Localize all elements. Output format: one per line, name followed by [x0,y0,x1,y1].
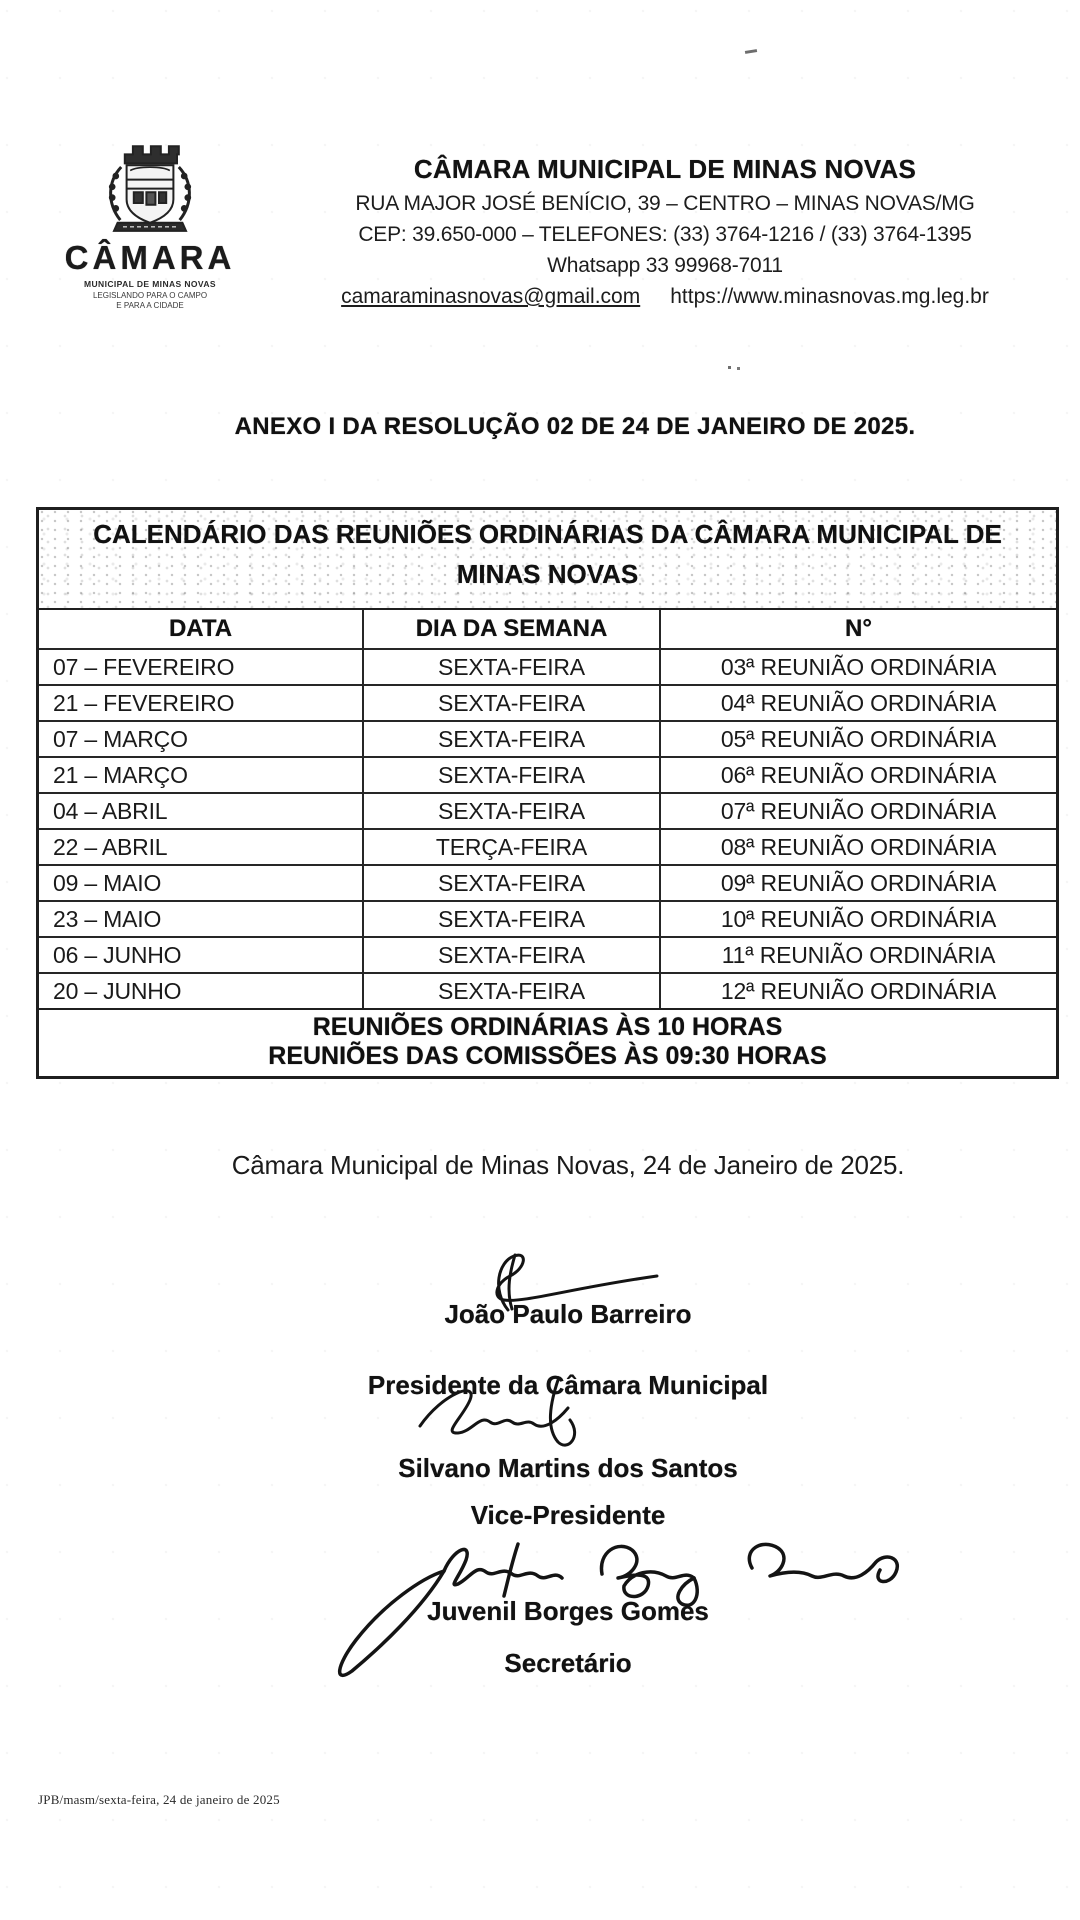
table-row [39,685,1056,721]
logo-motto-line2: E PARA A CIDADE [116,301,184,310]
signer-role: Vice-Presidente [470,1500,666,1530]
cell-number: 12ª REUNIÃO ORDINÁRIA [660,973,1056,1008]
table-footer-line2: REUNIÕES DAS COMISSÕES ÀS 09:30 HORAS [268,1042,827,1070]
table-footer-line1: REUNIÕES ORDINÁRIAS ÀS 10 HORAS [312,1013,783,1041]
cell-number: 09ª REUNIÃO ORDINÁRIA [660,865,1056,901]
signer-name: João Paulo Barreiro [444,1299,692,1329]
logo-motto-line1: LEGISLANDO PARA O CAMPO [92,291,208,300]
table-row [39,757,1056,793]
cell-weekday: SEXTA-FEIRA [363,937,660,973]
table-row [39,865,1056,901]
cell-data: 20 – JUNHO [39,973,363,1008]
cell-number: 05ª REUNIÃO ORDINÁRIA [660,721,1056,757]
org-whatsapp: Whatsapp 33 99968-7011 [547,254,783,277]
scan-speck [728,366,731,369]
cell-number: 06ª REUNIÃO ORDINÁRIA [660,757,1056,793]
table-row [39,937,1056,973]
table-row [39,973,1056,1008]
calendar-table [36,507,1059,1079]
table-footer [39,1008,1056,1076]
table-header-row [39,610,1056,649]
org-address: RUA MAJOR JOSÉ BENÍCIO, 39 – CENTRO – MINAS NOVAS/MG [355,192,975,215]
cell-number: 08ª REUNIÃO ORDINÁRIA [660,829,1056,865]
table-row [39,649,1056,685]
table-row [39,829,1056,865]
logo-wordmark: CÂMARA [64,239,236,276]
date-line: Câmara Municipal de Minas Novas, 24 de Janeiro de 2025. [231,1150,905,1180]
cell-weekday: SEXTA-FEIRA [363,865,660,901]
cell-data: 21 – MARÇO [39,757,363,793]
org-contacts [250,285,1080,309]
table-row [39,793,1056,829]
document-reference-note: JPB/masm/sexta-feira, 24 de janeiro de 2025 [38,1792,280,1807]
coat-of-arms-icon [96,136,204,234]
cell-weekday: SEXTA-FEIRA [363,649,660,685]
document-title: ANEXO I DA RESOLUÇÃO 02 DE 24 DE JANEIRO DE 2025. [234,413,916,440]
scan-speck [745,49,757,54]
cell-data: 21 – FEVEREIRO [39,685,363,721]
cell-weekday: SEXTA-FEIRA [363,685,660,721]
cell-weekday: SEXTA-FEIRA [363,973,660,1008]
signer-role: Secretário [504,1648,632,1678]
cell-weekday: SEXTA-FEIRA [363,757,660,793]
cell-number: 07ª REUNIÃO ORDINÁRIA [660,793,1056,829]
cell-number: 03ª REUNIÃO ORDINÁRIA [660,649,1056,685]
table-title-line2: MINAS NOVAS [456,559,639,589]
org-name: CÂMARA MUNICIPAL DE MINAS NOVAS [413,154,917,184]
signer-name: Silvano Martins dos Santos [398,1453,738,1483]
letterhead [250,154,1080,309]
org-website: https://www.minasnovas.mg.leg.br [670,285,989,308]
signer-role: Presidente da Câmara Municipal [367,1370,769,1400]
org-email: camaraminasnovas@gmail.com [341,285,641,308]
table-title [39,510,1056,610]
cell-weekday: SEXTA-FEIRA [363,901,660,937]
cell-data: 23 – MAIO [39,901,363,937]
column-header-weekday: DIA DA SEMANA [363,610,660,649]
table-row [39,721,1056,757]
signer-name: Juvenil Borges Gomes [427,1596,709,1626]
logo-motto [55,291,245,311]
logo-subtitle: MUNICIPAL DE MINAS NOVAS [84,279,216,289]
table-title-line1: CALENDÁRIO DAS REUNIÕES ORDINÁRIAS DA CÂMARA MUNICIPAL DE [93,519,1002,549]
cell-weekday: TERÇA-FEIRA [363,829,660,865]
cell-weekday: SEXTA-FEIRA [363,721,660,757]
cell-data: 06 – JUNHO [39,937,363,973]
cell-number: 11ª REUNIÃO ORDINÁRIA [660,937,1056,973]
org-logo [55,136,245,311]
cell-weekday: SEXTA-FEIRA [363,793,660,829]
cell-data: 09 – MAIO [39,865,363,901]
column-header-data: DATA [39,610,363,649]
cell-data: 07 – MARÇO [39,721,363,757]
signature-silvano-martins [406,1370,631,1456]
cell-data: 04 – ABRIL [39,793,363,829]
cell-data: 22 – ABRIL [39,829,363,865]
org-cep-phones: CEP: 39.650-000 – TELEFONES: (33) 3764-1216 / (33) 3764-1395 [358,223,972,246]
cell-data: 07 – FEVEREIRO [39,649,363,685]
cell-number: 04ª REUNIÃO ORDINÁRIA [660,685,1056,721]
cell-number: 10ª REUNIÃO ORDINÁRIA [660,901,1056,937]
table-row [39,901,1056,937]
column-header-number: N° [660,610,1056,649]
